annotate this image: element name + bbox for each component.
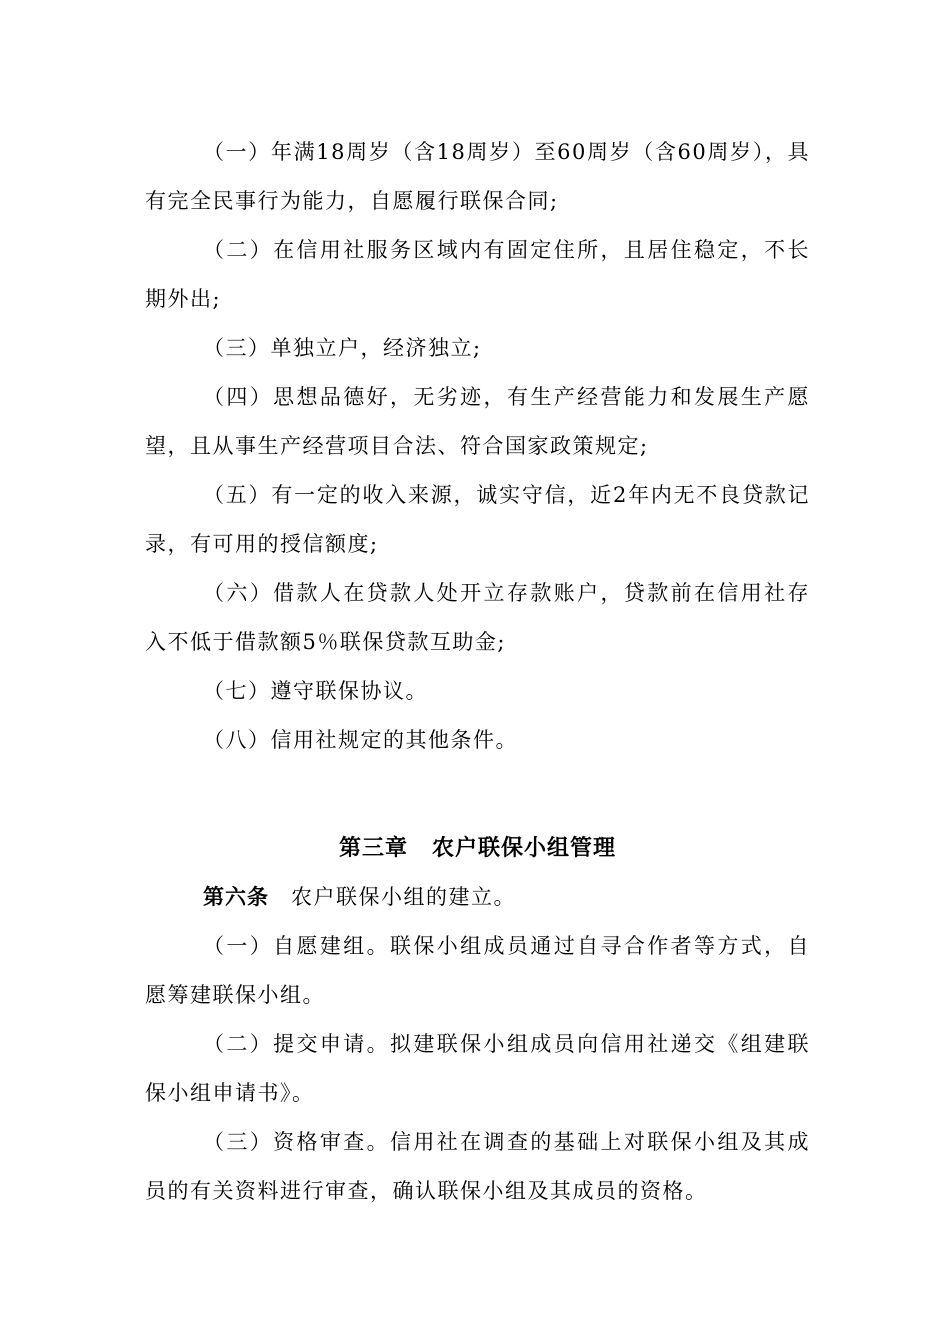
conditions-list: [145, 128, 810, 765]
chapter-title: 农户联保小组管理: [432, 836, 617, 861]
chapter-heading: [145, 824, 810, 873]
chapter-number: 第三章: [338, 836, 408, 861]
article-6-item-2: （二）提交申请。拟建联保小组成员向信用社递交《组建联保小组申请书》。: [145, 1032, 810, 1105]
condition-item-8: （八）信用社规定的其他条件。: [203, 728, 518, 752]
condition-item-2: （二）在信用社服务区域内有固定住所，且居住稳定，不长期外出;: [145, 238, 810, 311]
article-6-intro: [145, 873, 810, 922]
article-6-item-3: （三）资格审查。信用社在调查的基础上对联保小组及其成员的有关资料进行审查，确认联保小组及其成员的资格。: [145, 1130, 810, 1203]
article-label: 第六条: [203, 885, 269, 909]
article-6: [145, 873, 810, 1216]
condition-item-1: （一）年满18周岁（含18周岁）至60周岁（含60周岁），具有完全民事行为能力，自愿履行联保合同;: [145, 140, 810, 213]
article-6-item-1: （一）自愿建组。联保小组成员通过自寻合作者等方式，自愿筹建联保小组。: [145, 934, 810, 1007]
condition-item-5: （五）有一定的收入来源，诚实守信，近2年内无不良贷款记录，有可用的授信额度;: [145, 483, 810, 556]
condition-item-3: （三）单独立户，经济独立;: [203, 336, 482, 360]
article-6-text: 农户联保小组的建立。: [291, 885, 516, 909]
condition-item-4: （四）思想品德好，无劣迹，有生产经营能力和发展生产愿望，且从事生产经营项目合法、符合国家政策规定;: [145, 385, 810, 458]
condition-item-7: （七）遵守联保协议。: [203, 679, 428, 703]
condition-item-6: （六）借款人在贷款人处开立存款账户，贷款前在信用社存入不低于借款额5％联保贷款互助金;: [145, 581, 810, 654]
